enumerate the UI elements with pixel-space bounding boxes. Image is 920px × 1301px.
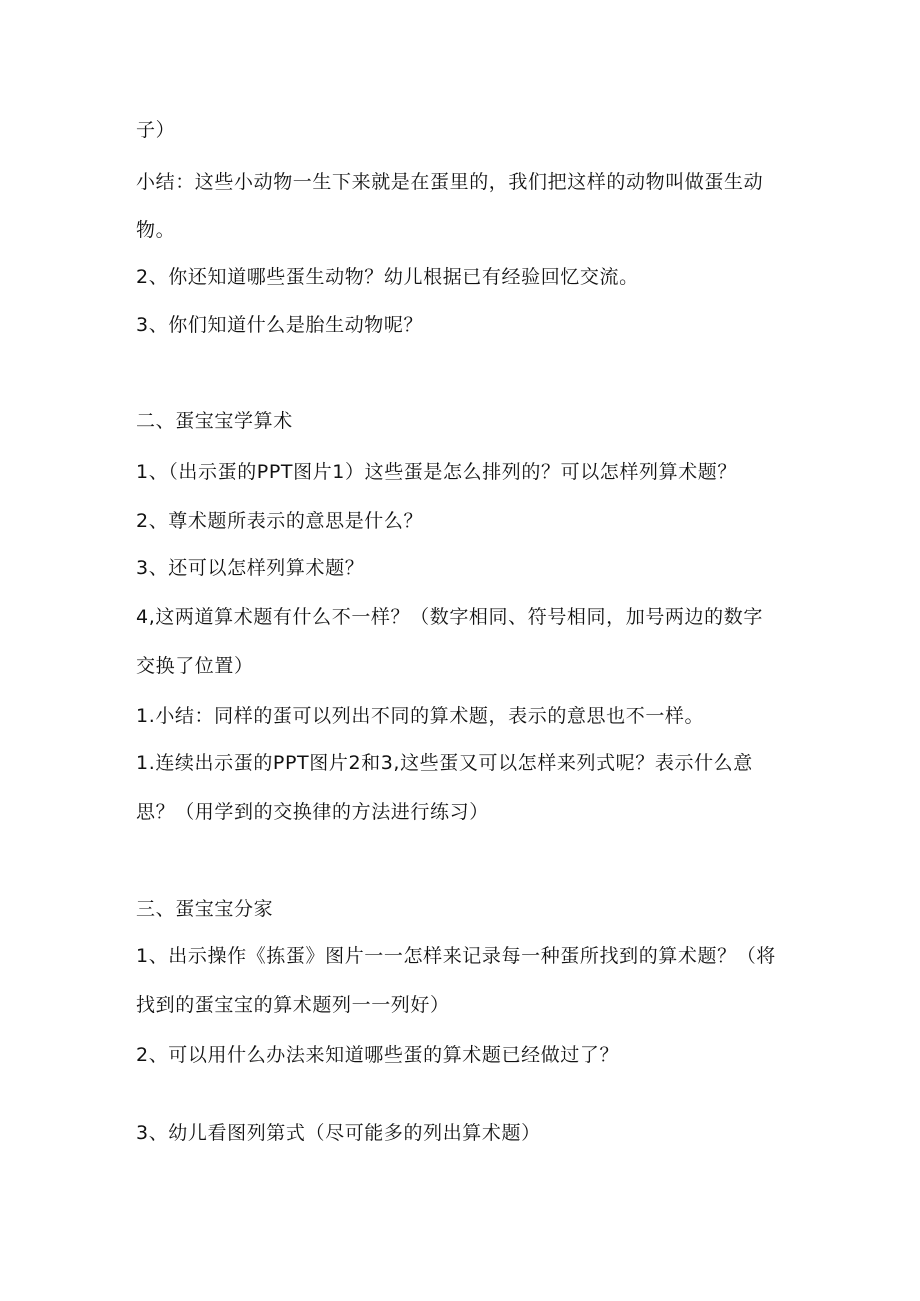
- text-line: 物。: [136, 219, 176, 241]
- list-item: 4,这两道算术题有什么不一样？（数字相同、符号相同，加号两边的数字: [136, 606, 763, 628]
- list-item: 1.连续出示蛋的PPT图片2和3,这些蛋又可以怎样来列式呢？表示什么意: [136, 752, 753, 774]
- summary-line: 小结：这些小动物一生下来就是在蛋里的，我们把这样的动物叫做蛋生动: [136, 171, 764, 193]
- section-heading: 三、蛋宝宝分家: [136, 898, 274, 920]
- summary-line: 1.小结：同样的蛋可以列出不同的算术题，表示的意思也不一样。: [136, 705, 705, 727]
- text-line: 交换了位置）: [136, 655, 254, 677]
- list-item: 1、（出示蛋的PPT图片1）这些蛋是怎么排列的？可以怎样列算术题？: [136, 461, 737, 483]
- list-item: 2、可以用什么办法来知道哪些蛋的算术题已经做过了？: [136, 1044, 620, 1066]
- list-item: 3、幼儿看图列第式（尽可能多的列出算术题）: [136, 1122, 541, 1144]
- text-line: 子）: [136, 119, 176, 141]
- list-item: 3、还可以怎样列算术题？: [136, 557, 365, 579]
- text-line: 找到的蛋宝宝的算术题列一一列好）: [136, 994, 450, 1016]
- list-item: 1、出示操作《拣蛋》图片一一怎样来记录每一种蛋所找到的算术题？（将: [136, 945, 776, 967]
- list-item: 2、你还知道哪些蛋生动物？幼儿根据已有经验回忆交流。: [136, 266, 639, 288]
- list-item: 2、尊术题所表示的意思是什么？: [136, 510, 424, 532]
- section-heading: 二、蛋宝宝学算术: [136, 410, 293, 432]
- list-item: 3、你们知道什么是胎生动物呢？: [136, 314, 424, 336]
- text-line: 思？（用学到的交换律的方法进行练习）: [136, 801, 489, 823]
